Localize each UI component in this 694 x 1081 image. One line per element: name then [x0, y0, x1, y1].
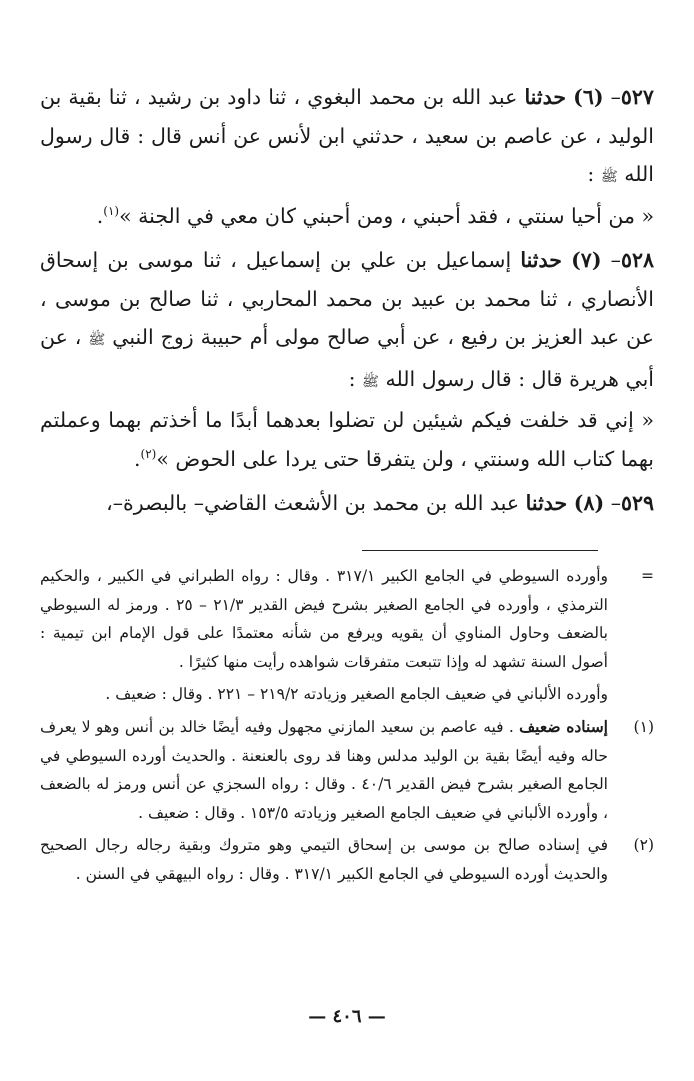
- isnad-end: :: [587, 162, 601, 186]
- matn-end: .: [133, 446, 141, 471]
- isnad: عبد الله بن محمد بن الأشعث القاضي– بالبصرة–،: [106, 491, 520, 515]
- hadith-index: (٧): [571, 248, 602, 272]
- matn-527: [40, 197, 654, 236]
- footnote-text: [40, 713, 608, 827]
- isnad-mid: ، عن أبي هريرة قال : قال رسول الله: [40, 325, 654, 391]
- footnote-text: وأورده السيوطي في الجامع الكبير ٣١٧/١ . وقال : رواه الطبراني في الكبير ، والحكيم الترمذي ، وأورده في الجامع الصغير بشرح فيض القدير ٢١/٣ – ٢٥ . ورمز له السيوطي بالضعف وحاول المناوي أن يقويه ويرفع من شأنه معتمدًا على قول الإمام ابن تيمية : أصول السنة تشهد له وإذا تتبعت متفرقات شواهده رأيت منها كثيرًا .: [40, 567, 608, 671]
- main-text: [40, 78, 654, 523]
- footnote-mark: =: [641, 567, 654, 585]
- matn: « من أحيا سنتي ، فقد أحبني ، ومن أحبني كان معي في الجنة »: [119, 203, 654, 228]
- footnote-mark: (٢): [633, 836, 654, 855]
- footnote-text-2: وأورده الألباني في ضعيف الجامع الصغير وزيادته ٢١٩/٢ – ٢٢١ . وقال : ضعيف .: [105, 685, 608, 704]
- hadith-529: ٥٢٩– (٨) حدثنا عبد الله بن محمد بن الأشعث القاضي– بالبصرة–،: [106, 491, 654, 515]
- haddathana: حدثنا: [524, 85, 567, 109]
- footnotes: [40, 562, 654, 889]
- matn-end: .: [96, 203, 104, 228]
- footnote-continuation: [40, 562, 654, 709]
- haddathana: حدثنا: [520, 248, 562, 272]
- footnote-separator: [362, 550, 598, 551]
- matn-528: [40, 401, 654, 478]
- page-number: — ٤٠٦ —: [308, 1006, 386, 1027]
- isnad: إسماعيل بن علي بن إسماعيل ، ثنا موسى بن إسحاق الأنصاري ، ثنا محمد بن عبيد بن محمد المحاربي ، ثنا صالح بن موسى ، عن عبد العزيز بن رفيع ، عن أبي صالح مولى أم حبيبة زوج النبي: [40, 248, 654, 349]
- hadith-527: ٥٢٧– (٦) حدثنا عبد الله بن محمد البغوي ، ثنا داود بن رشيد ، ثنا بقية بن الوليد ، عن عاصم بن سعيد ، حدثني ابن لأنس عن أنس قال : قال رسول الله ﷺ :: [40, 85, 654, 186]
- salutation-glyph: ﷺ: [362, 373, 379, 390]
- footnote-body: . فيه عاصم بن سعيد المازني مجهول وفيه أيضًا خالد بن أنس وهو لا يعرف حاله وفيه أيضًا بقية بن الوليد مدلس وهنا قد روى بالعنعنة . والحديث أورده السيوطي في الجامع الصغير بشرح فيض القدير ٤٠/٦ . وقال : رواه السجزي عن أنس ورمز له بالضعف ، وأورده الألباني في ضعيف الجامع الصغير وزيادته ١٥٣/٥ . وقال : ضعيف .: [40, 717, 608, 822]
- salutation-glyph: ﷺ: [600, 169, 618, 185]
- hadith-number: ٥٢٧: [620, 85, 654, 109]
- hadith-index: (٨): [573, 491, 605, 515]
- hadith-number: ٥٢٩: [620, 491, 654, 515]
- footnote-1: [40, 713, 654, 827]
- hadith-number: ٥٢٨: [620, 248, 654, 272]
- isnad-end: :: [348, 366, 362, 391]
- haddathana: حدثنا: [525, 491, 568, 515]
- footnote-lead: إسناده ضعيف: [519, 716, 608, 736]
- footnote-text: في إسناده صالح بن موسى بن إسحاق التيمي وهو متروك وبقية رجاله رجال الصحيح والحديث أورده السيوطي في الجامع الكبير ٣١٧/١ . وقال : رواه البيهقي في السنن .: [40, 836, 608, 883]
- salutation-glyph: ﷺ: [88, 332, 106, 348]
- hadith-index: (٦): [573, 85, 604, 109]
- footnote-mark: (١): [633, 717, 654, 736]
- footnote-2: [40, 831, 654, 888]
- hadith-528: ٥٢٨– (٧) حدثنا إسماعيل بن علي بن إسماعيل ، ثنا موسى بن إسحاق الأنصاري ، ثنا محمد بن عبيد بن محمد المحاربي ، ثنا صالح بن موسى ، عن عبد العزيز بن رفيع ، عن أبي صالح مولى أم حبيبة زوج النبي ﷺ ، عن أبي هريرة قال : قال رسول الله ﷺ :: [40, 248, 654, 391]
- matn: « إني قد خلفت فيكم شيئين لن تضلوا بعدهما أبدًا ما أخذتم بهما وعملتم بهما كتاب الله وسنتي ، ولن يتفرقا حتى يردا على الحوض »: [40, 408, 654, 471]
- footnote-ref-1[interactable]: (١): [103, 203, 120, 218]
- isnad: عبد الله بن محمد البغوي ، ثنا داود بن رشيد ، ثنا بقية بن الوليد ، عن عاصم بن سعيد ، حدثني ابن لأنس عن أنس قال : قال رسول الله: [40, 85, 654, 186]
- footnote-ref-2[interactable]: (٢): [140, 446, 157, 461]
